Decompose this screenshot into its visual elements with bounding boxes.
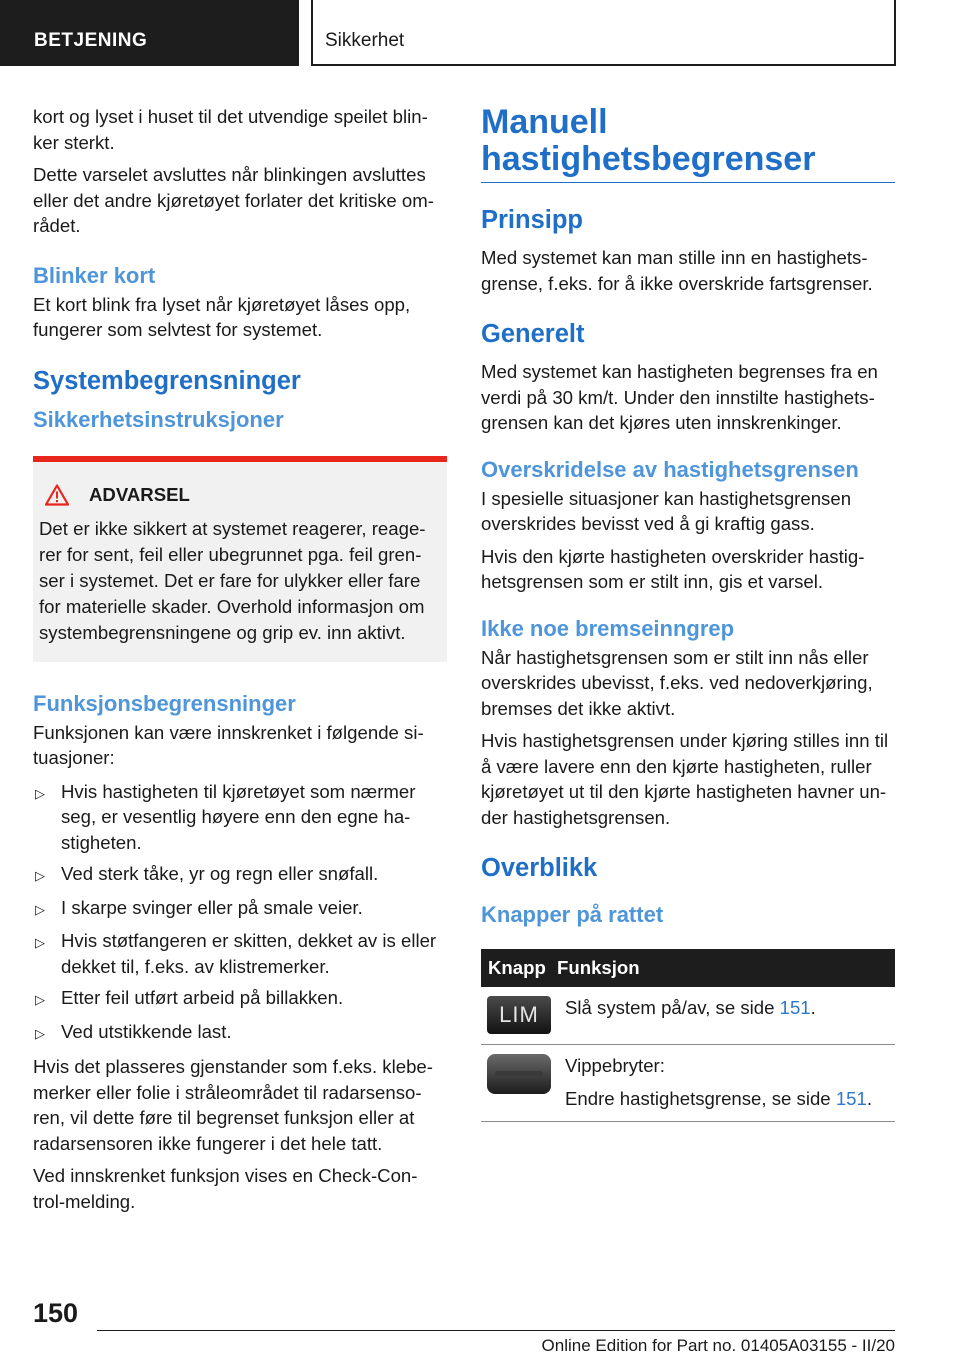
heading-blinker-kort: Blinker kort — [33, 262, 156, 288]
triangle-bullet-icon: ▷ — [35, 901, 45, 917]
right-column — [481, 104, 895, 1122]
paragraph: Hvis hastighetsgrensen under kjøring stilles inn til å være lavere enn den kjørte hastigheten, ruller kjøretøyet ut til den kjørte hastigheten havner un-der hastighetsgrensen. — [481, 730, 889, 828]
paragraph: Ved innskrenket funksjon vises en Check-Con-trol-melding. — [33, 1165, 418, 1212]
chapter-title: Manuell hastighetsbegrenser — [481, 103, 816, 178]
paragraph: Når hastighetsgrensen som er stilt inn nås eller overskrides ubevisst, f.eks. ved nedoverkjøring, bremses det ikke aktivt. — [481, 646, 873, 719]
heading-overskridelse: Overskridelse av hastighetsgrensen — [481, 456, 859, 482]
page-header — [0, 0, 960, 66]
rocker-switch-icon — [487, 1054, 551, 1094]
table-cell: Vippebryter: Endre hastighetsgrense, se side 151. — [557, 1045, 895, 1122]
section-label: BETJENING — [0, 0, 299, 66]
list-item: ▷ Hvis hastigheten til kjøretøyet som nærmer seg, er vesentlig høyere enn den egne ha-stigheten. — [33, 779, 447, 856]
left-column — [33, 104, 447, 1221]
triangle-bullet-icon: ▷ — [35, 992, 45, 1007]
button-table — [481, 949, 895, 1122]
paragraph: Med systemet kan hastigheten begrenses fra en verdi på 30 km/t. Under den innstilte hastighets-grensen kan det kjøres uten innskrenkinger. — [481, 361, 878, 433]
footer-divider — [97, 1330, 895, 1331]
triangle-bullet-icon: ▷ — [35, 1025, 45, 1041]
warning-triangle-icon — [45, 484, 69, 506]
table-header-row — [481, 949, 895, 987]
paragraph: kort og lyset i huset til det utvendige speilet blin-ker sterkt. — [33, 106, 428, 153]
triangle-bullet-icon: ▷ — [35, 935, 45, 950]
heading-systembegrensninger: Systembegrensninger — [33, 366, 301, 395]
limitation-list — [33, 779, 447, 1047]
list-item: ▷ Hvis støtfangeren er skitten, dekket av is eller dekket til, f.eks. av klistremerker. — [33, 928, 447, 979]
heading-ikke-bremseinngrep: Ikke noe bremseinngrep — [481, 615, 735, 641]
paragraph: Med systemet kan man stille inn en hastighets-grense, f.eks. for å ikke overskride fartsgrenser. — [481, 247, 873, 294]
page-link[interactable]: 151 — [779, 997, 811, 1018]
table-cell: Slå system på/av, se side 151. — [557, 987, 895, 1045]
list-item: ▷ I skarpe svinger eller på smale veier. — [33, 895, 447, 923]
table-header-knapp: Knapp — [481, 949, 557, 987]
paragraph: Dette varselet avsluttes når blinkingen avsluttes eller det andre kjøretøyet forlater det kritiske om-rådet. — [33, 164, 434, 236]
paragraph: Hvis den kjørte hastigheten overskrider hastig-hetsgrensen som er stilt inn, gis et varsel. — [481, 545, 865, 592]
heading-sikkerhetsinstruksjoner: Sikkerhetsinstruksjoner — [33, 406, 284, 432]
table-header-funksjon: Funksjon — [557, 949, 895, 987]
chapter-title-wrap — [481, 104, 895, 183]
heading-generelt: Generelt — [481, 320, 585, 348]
warning-title — [45, 484, 433, 506]
triangle-bullet-icon: ▷ — [35, 868, 45, 883]
lim-button-icon: LIM — [487, 996, 551, 1034]
page-number: 150 — [33, 1298, 79, 1328]
triangle-bullet-icon: ▷ — [35, 785, 45, 801]
heading-funksjonsbegrensninger: Funksjonsbegrensninger — [33, 690, 296, 716]
paragraph: Funksjonen kan være innskrenket i følgende si-tuasjoner: — [33, 721, 424, 768]
table-row — [481, 1045, 895, 1122]
heading-knapper-pa-rattet: Knapper på rattet — [481, 902, 664, 927]
paragraph: Et kort blink fra lyset når kjøretøyet låses opp, fungerer som selvtest for systemet. — [33, 293, 411, 340]
warning-box — [33, 456, 447, 662]
list-item: ▷ Ved utstikkende last. — [33, 1019, 447, 1047]
list-item: ▷ Ved sterk tåke, yr og regn eller snøfall. — [33, 861, 447, 889]
footer-edition: Online Edition for Part no. 01405A03155 - II/20 — [541, 1336, 895, 1355]
table-row — [481, 987, 895, 1045]
paragraph: I spesielle situasjoner kan hastighetsgrensen overskrides bevisst ved å gi kraftig gass. — [481, 487, 852, 534]
heading-overblikk: Overblikk — [481, 854, 598, 882]
warning-label: ADVARSEL — [89, 483, 190, 505]
page-link[interactable]: 151 — [835, 1087, 867, 1109]
topic-label: Sikkerhet — [311, 0, 896, 66]
list-item: ▷ Etter feil utført arbeid på billakken. — [33, 985, 447, 1013]
warning-text: Det er ikke sikkert at systemet reagerer, reage-rer for sent, feil eller ubegrunnet pga. feil gren-ser i systemet. Det er fare for ulykker eller fare for materielle skader. Overhold informasjon om systembegrensningene og grip ev. inn aktivt. — [39, 517, 426, 643]
paragraph: Hvis det plasseres gjenstander som f.eks. klebe-merker eller folie i stråleområdet til radarsenso-ren, vil dette føre til begrenset funksjon eller at radarsensoren ikke fungerer i det hele tatt. — [33, 1056, 433, 1154]
heading-prinsipp: Prinsipp — [481, 206, 584, 234]
